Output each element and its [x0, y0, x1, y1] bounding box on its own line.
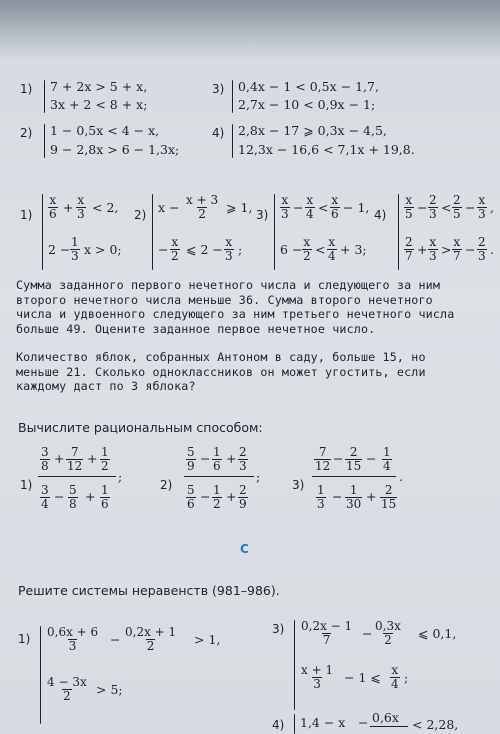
b1-brace-1 — [44, 80, 45, 113]
r-e2-n2: $\frac{1}{6}$ — [213, 445, 221, 473]
b2-p2-pre2: − — [158, 242, 169, 257]
b2-p2-pre1: x − — [158, 200, 180, 215]
b2-p2-frac3: $\frac{x}{3}$ — [225, 235, 233, 263]
r-e3-dop1: − — [332, 489, 343, 504]
b3-p3-op1: − — [362, 626, 373, 641]
b3-p3-frac1: $\frac{0,2x - 1}{7}$ — [301, 619, 353, 647]
r-e2-label: 2) — [160, 478, 173, 492]
b2-p3-pre2: 6 − — [280, 242, 303, 257]
b2-label-4: 4) — [374, 208, 387, 222]
b3-p1-frac3: $\frac{4 - 3x}{2}$ — [47, 675, 87, 703]
b1-brace-2 — [44, 124, 45, 158]
b2-p1-tail1: < 2, — [92, 200, 119, 215]
b2-p3-frac3: $\frac{x}{6}$ — [331, 193, 339, 221]
b2-p3-frac1: $\frac{x}{3}$ — [281, 193, 289, 221]
b2-p2-frac2: $\frac{x}{2}$ — [171, 235, 179, 263]
b3-label-3: 3) — [272, 622, 285, 636]
r-e3-n2: $\frac{2}{15}$ — [346, 445, 362, 473]
b1-p4-line2: 12,3x − 16,6 < 7,1x + 19,8. — [238, 142, 415, 157]
b2-label-1: 1) — [20, 208, 33, 222]
b2-p1-pre2: 2 − — [48, 242, 71, 257]
b2-brace-1 — [42, 194, 43, 270]
r-e2-nop1: − — [200, 451, 211, 466]
r-e1-d3: $\frac{1}{6}$ — [101, 483, 109, 511]
r-e2-d2: $\frac{1}{2}$ — [213, 483, 221, 511]
b2-p3-op1: − — [293, 200, 304, 215]
b2-p4-op3: − — [465, 200, 476, 215]
r-e2-tail: ; — [256, 469, 261, 484]
b3-p3-tail2: ; — [404, 670, 409, 685]
b1-p2-line1: 1 − 0,5x < 4 − x, — [50, 123, 160, 138]
b3-p1-op1: − — [110, 632, 121, 647]
b2-label-3: 3) — [256, 208, 269, 222]
b2-p3-op3: < — [315, 242, 326, 257]
b3-p1-tail1: > 1, — [194, 632, 221, 647]
r-e3-label: 3) — [292, 478, 305, 492]
b2-p2-tail2: ; — [238, 242, 243, 257]
b2-p2-tail1: ⩾ 1, — [226, 200, 253, 215]
b2-p3-frac2: $\frac{x}{4}$ — [306, 193, 314, 221]
b2-label-2: 2) — [134, 208, 147, 222]
r-e3-main-bar — [312, 476, 396, 477]
b1-p4-line1: 2,8x − 17 ⩾ 0,3x − 4,5, — [238, 123, 387, 138]
b2-p4-op1: − — [417, 200, 428, 215]
section-heading: Решите системы неравенств (981–986). — [18, 583, 280, 598]
r-e2-d3: $\frac{2}{9}$ — [239, 483, 247, 511]
r-e3-d3: $\frac{2}{15}$ — [381, 483, 397, 511]
b2-p3-tail1: − 1, — [343, 200, 370, 215]
word-problem-1-line: числа и удвоенного следующего за ним третьего нечетного числа — [16, 307, 455, 322]
b2-p3-frac4: $\frac{x}{2}$ — [303, 235, 311, 263]
b3-p3-mid: − 1 ⩽ — [344, 670, 381, 685]
word-problem-1-line: Сумма заданного первого нечетного числа и следующего за ним — [16, 278, 441, 292]
r-e3-n3: $\frac{1}{4}$ — [383, 445, 391, 473]
b3-p3-frac2: $\frac{0,3x}{2}$ — [375, 619, 401, 647]
b2-brace-2 — [152, 194, 153, 270]
r-e1-dop2: + — [85, 489, 96, 504]
b3-p3-tail1: ⩽ 0,1, — [418, 626, 457, 641]
b2-p4-frac3: $\frac{2}{5}$ — [453, 193, 461, 221]
word-problem-1-line: второго нечетного числа меньше 36. Сумма второго нечетного — [16, 292, 433, 307]
r-e1-d2: $\frac{5}{8}$ — [69, 483, 77, 511]
r-e3-nop1: − — [333, 451, 344, 466]
b2-p1-frac3: $\frac{1}{3}$ — [71, 235, 79, 263]
r-e1-tail: ; — [118, 469, 123, 484]
b2-p4-op4: + — [417, 242, 428, 257]
r-e2-dop2: + — [226, 489, 237, 504]
b2-p4-frac2: $\frac{2}{3}$ — [429, 193, 437, 221]
r-e2-d1: $\frac{5}{6}$ — [187, 483, 195, 511]
b2-p1-frac1: $\frac{x}{6}$ — [49, 193, 57, 221]
b2-p2-frac1: $\frac{x + 3}{2}$ — [186, 193, 219, 221]
b2-p4-frac4: $\frac{x}{3}$ — [478, 193, 486, 221]
r-e3-n1: $\frac{7}{12}$ — [315, 445, 331, 473]
b3-brace-1 — [40, 626, 41, 724]
b2-p4-frac8: $\frac{2}{3}$ — [478, 235, 486, 263]
b1-label-1: 1) — [20, 82, 33, 96]
b2-p4-frac6: $\frac{x}{3}$ — [429, 235, 437, 263]
r-e2-n3: $\frac{2}{3}$ — [239, 445, 247, 473]
b1-label-3: 3) — [212, 82, 225, 96]
b1-p1-line2: 3x + 2 < 8 + x; — [50, 97, 148, 112]
word-problem-2-line: Количество яблок, собранных Антоном в саду, больше 15, но — [16, 350, 426, 364]
b2-p2-mid: ⩽ 2 − — [186, 242, 223, 257]
b3-p4-op1: − — [358, 715, 369, 730]
b1-brace-4 — [232, 124, 233, 158]
b1-p2-line2: 9 − 2,8x > 6 − 1,3x; — [50, 142, 180, 157]
b1-p1-line1: 7 + 2x > 5 + x, — [50, 79, 148, 94]
r-e1-d1: $\frac{3}{4}$ — [41, 483, 49, 511]
r-e3-d1: $\frac{1}{3}$ — [317, 483, 325, 511]
r-e1-nop2: + — [87, 451, 98, 466]
b1-p3-line1: 0,4x − 1 < 0,5x − 1,7, — [238, 79, 379, 94]
rational-title: Вычислите рациональным способом: — [18, 420, 263, 435]
b2-brace-4 — [398, 194, 399, 270]
r-e2-main-bar — [184, 476, 254, 477]
r-e1-main-bar — [38, 476, 116, 477]
r-e2-n1: $\frac{5}{9}$ — [187, 445, 195, 473]
b3-p1-frac2: $\frac{0,2x + 1}{2}$ — [125, 625, 177, 653]
b2-p3-frac5: $\frac{x}{4}$ — [328, 235, 336, 263]
b3-p3-frac3: $\frac{x + 1}{3}$ — [301, 663, 334, 691]
b2-p4-op6: − — [465, 242, 476, 257]
b3-brace-4 — [294, 714, 295, 734]
b2-p4-frac5: $\frac{2}{7}$ — [405, 235, 413, 263]
b1-brace-3 — [232, 80, 233, 113]
b2-p1-tail2: x > 0; — [84, 242, 122, 257]
b3-p4-a1: 1,4 − x — [300, 715, 346, 730]
r-e3-dop2: + — [366, 489, 377, 504]
b2-p4-tail2: . — [490, 242, 494, 257]
r-e1-label: 1) — [20, 478, 33, 492]
r-e1-n2: $\frac{7}{12}$ — [67, 445, 83, 473]
r-e2-dop1: − — [200, 489, 211, 504]
b2-brace-3 — [274, 194, 275, 270]
b2-p1-frac2: $\frac{x}{3}$ — [77, 193, 85, 221]
word-problem-2 — [16, 350, 500, 394]
b3-p4-a2: 0,6x — [372, 710, 399, 725]
b3-p4-tail1: < 2,28, — [412, 717, 459, 732]
b3-p3-frac4: $\frac{x}{4}$ — [391, 663, 399, 691]
r-e3-tail: . — [399, 469, 403, 484]
b3-label-1: 1) — [18, 632, 31, 646]
section-letter: C — [240, 542, 249, 556]
word-problem-2-line: меньше 21. Сколько одноклассников он может угостить, если — [16, 364, 426, 379]
b1-label-2: 2) — [20, 126, 33, 140]
b3-p4-bar — [370, 726, 408, 727]
r-e1-n1: $\frac{3}{8}$ — [41, 445, 49, 473]
r-e1-dop1: − — [54, 489, 65, 504]
b1-p3-line2: 2,7x − 10 < 0,9x − 1; — [238, 97, 376, 112]
b3-p1-frac1: $\frac{0,6x + 6}{3}$ — [47, 625, 99, 653]
b2-p4-frac1: $\frac{x}{5}$ — [405, 193, 413, 221]
b2-p3-tail2: + 3; — [340, 242, 367, 257]
b3-brace-3 — [294, 620, 295, 710]
word-problem-1-line: больше 49. Оцените заданное первое нечетное число. — [16, 321, 376, 336]
b3-p1-tail2: > 5; — [96, 682, 123, 697]
b2-p1-op1: + — [63, 200, 74, 215]
r-e3-d2: $\frac{1}{30}$ — [346, 483, 362, 511]
b2-p3-op2: < — [318, 200, 329, 215]
b1-label-4: 4) — [212, 126, 225, 140]
r-e2-nop2: + — [226, 451, 237, 466]
b2-p4-tail1: , — [490, 200, 494, 215]
page-shadow — [0, 0, 500, 60]
b2-p4-frac7: $\frac{x}{7}$ — [453, 235, 461, 263]
word-problem-2-line: каждому даст по 3 яблока? — [16, 379, 196, 394]
word-problem-1 — [16, 278, 500, 336]
r-e1-nop1: + — [54, 451, 65, 466]
r-e3-nop2: − — [366, 451, 377, 466]
b3-label-4: 4) — [272, 718, 285, 732]
b2-p4-op2: < — [441, 200, 452, 215]
b2-p4-op5: > — [441, 242, 452, 257]
r-e1-n3: $\frac{1}{2}$ — [101, 445, 109, 473]
